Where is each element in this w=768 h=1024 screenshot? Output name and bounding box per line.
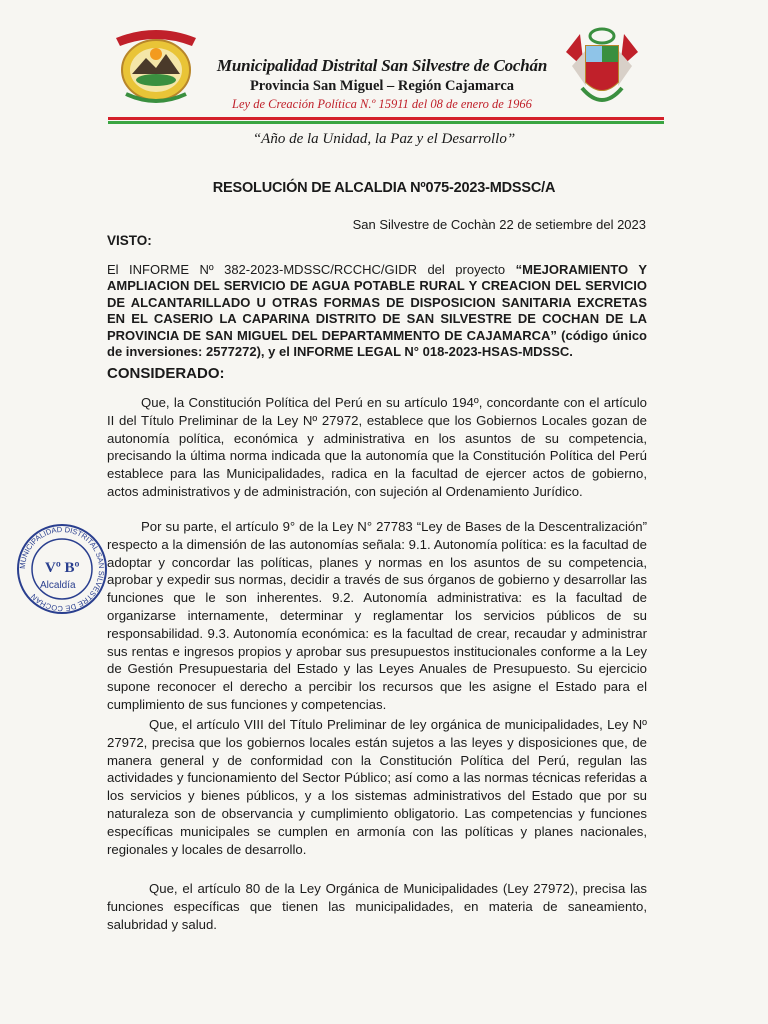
- resolution-title: RESOLUCIÓN DE ALCALDIA Nº075-2023-MDSSC/A: [212, 180, 556, 196]
- visto-paragraph: [107, 262, 647, 360]
- municipal-seal-icon: [108, 24, 204, 108]
- stamp-role: Alcaldía: [40, 580, 76, 591]
- visto-heading: VISTO:: [107, 233, 152, 248]
- considerado-heading: CONSIDERADO:: [107, 365, 225, 382]
- visto-project: “MEJORAMIENTO Y AMPLIACION DEL SERVICIO DE AGUA POTABLE RURAL Y CREACION DEL SERVICIO DE ALCANTARILLADO U OTRAS FORMAS DE DISPOSICION SANITARIA EXCRETAS EN EL CASERIO LA CAPARINA DISTRITO DE SAN SILVESTRE DE COCHAN DE LA PROVINCIA DE SAN MIGUEL DEL DEPARTAMMENTO DE CAJAMARCA” (código único de inversiones: 2577272), y el INFORME LEGAL N° 018-2023-HSAS-MDSSC.: [107, 262, 647, 360]
- peru-coat-of-arms-icon: [562, 22, 642, 114]
- header-red-rule: [108, 117, 664, 120]
- header-green-rule: [108, 121, 664, 124]
- stamp-vb: Vº Bº: [45, 560, 80, 576]
- year-motto: “Año de la Unidad, la Paz y el Desarrollo”: [252, 131, 516, 147]
- stamp-ring-text: MUNICIPALIDAD DISTRITAL SAN SILVESTRE DE COCHAN: [17, 524, 107, 614]
- paragraph-2-text: Por su parte, el artículo 9° de la Ley N° 27783 “Ley de Bases de la Descentralización” respecto a la dimensión de las autonomías señala: 9.1. Autonomía política: es la facultad de adoptar y concordar las políticas, planes y normas en los asuntos de su competencia, aprobar y expedir sus normas, decidir a través de sus órganos de gobierno y desarrollar las funciones que le son inherentes. 9.2. Autonomía administrativa: es la facultad de organizarse internamente, determinar y reglamentar los servicios públicos de su responsabilidad. 9.3. Autonomía económica: es la facultad de crear, recaudar y administrar sus rentas e ingresos propios y aprobar sus presupuestos institucionales conforme a la Ley de Gestión Presupuestaria del Estado y las Leyes Anuales de Presupuesto. Su ejercicio supone reconocer el derecho a percibir los recursos que les asigne el Estado para el cumplimiento de sus funciones y competencias.: [107, 519, 647, 712]
- considerado-paragraph-1: [107, 394, 647, 501]
- paragraph-3-text: Que, el artículo VIII del Título Preliminar de ley orgánica de municipalidades, Ley Nº 27972, precisa que los gobiernos locales están sujetos a las leyes y disposiciones que, de manera general y de conformidad con la Constitución Política del Perú, regulan las actividades y funcionamiento del Sector Público; así como a las normas técnicas referidas a los servicios y bienes públicos, y a los sistemas administrativos del Estado que por su naturaleza son de observancia y cumplimiento obligatorio. Las competencias y funciones específicas municipales se cumplen en armonía con las políticas y planes nacionales, regionales y locales de desarrollo.: [107, 717, 647, 857]
- considerado-paragraph-4: [107, 880, 647, 933]
- resolution-date: San Silvestre de Cochàn 22 de setiembre del 2023: [352, 217, 646, 232]
- paragraph-1-text: Que, la Constitución Política del Perú en su artículo 194º, concordante con el artículo II del Título Preliminar de la Ley Nº 27972, establece que los Gobiernos Locales gozan de autonomía política, económica y administrativa en los asuntos de su competencia, precisando la última norma indicada que la autonomía que la Constitución Política del Perú establece para las Municipalidades, radica en la facultad de ejercer actos de gobierno, actos administrativos y de administración, con sujeción al Ordenamiento Jurídico.: [107, 395, 647, 499]
- considerado-paragraph-3: [107, 716, 647, 858]
- creation-law: Ley de Creación Política N.º 15911 del 08 de enero de 1966: [232, 97, 532, 111]
- considerado-paragraph-2: [107, 518, 647, 714]
- visto-intro: El INFORME Nº 382-2023-MDSSC/RCCHC/GIDR del proyecto: [107, 262, 516, 277]
- province-region: Provincia San Miguel – Región Cajamarca: [249, 78, 515, 94]
- municipality-name: Municipalidad Distrital San Silvestre de Cochán: [216, 56, 548, 75]
- paragraph-4-text: Que, el artículo 80 de la Ley Orgánica de Municipalidades (Ley 27972), precisa las funciones específicas que tienen las municipalidades, en materia de saneamiento, salubridad y salud.: [107, 881, 647, 932]
